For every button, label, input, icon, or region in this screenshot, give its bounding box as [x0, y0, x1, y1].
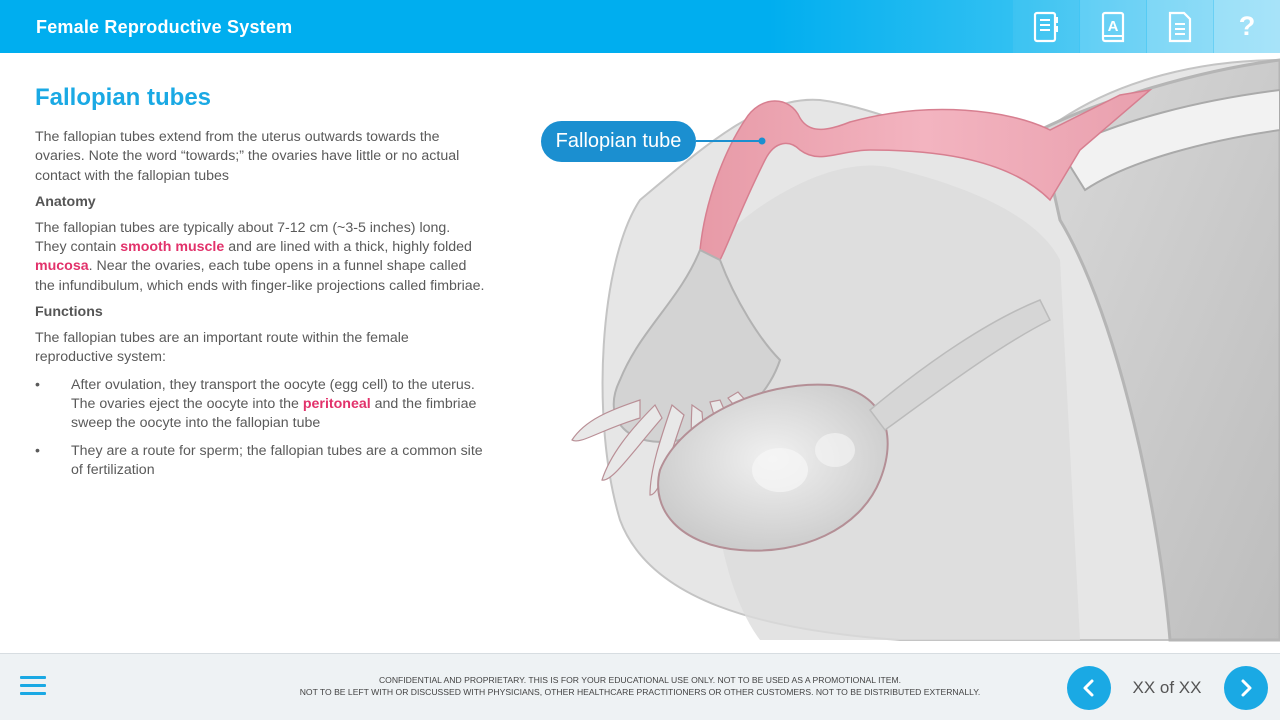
- page-indicator: XX of XX: [1132, 678, 1202, 697]
- mucosa-link[interactable]: mucosa: [35, 258, 89, 275]
- app-title: Female Reproductive System: [36, 17, 293, 37]
- disclaimer: [292, 674, 988, 698]
- glossary-button[interactable]: [1080, 0, 1146, 53]
- help-icon: ?: [1238, 11, 1256, 41]
- bullet-icon: •: [35, 442, 40, 459]
- glossary-icon: [1100, 11, 1126, 43]
- anatomy-heading: Anatomy: [35, 193, 96, 210]
- next-page-button[interactable]: [1224, 666, 1268, 710]
- bullet-icon: •: [35, 376, 40, 393]
- previous-page-button[interactable]: [1067, 666, 1111, 710]
- bottom-bar: [0, 653, 1280, 720]
- peritoneal-link[interactable]: peritoneal: [302, 395, 371, 412]
- fallopian-tube-label[interactable]: Fallopian tube: [541, 121, 696, 162]
- glossary-letter: A: [1107, 17, 1119, 35]
- intro-paragraph: The fallopian tubes extend from the uterus outwards towards the ovaries. Note the word “towards;” the ovaries have little or no actual contact with the fallopian tubes: [35, 129, 460, 184]
- disclaimer-line1: CONFIDENTIAL AND PROPRIETARY. THIS IS FOR YOUR EDUCATIONAL USE ONLY. NOT TO BE USED AS A PROMOTIONAL ITEM.: [378, 675, 902, 685]
- content-panel: [35, 84, 485, 488]
- menu-icon[interactable]: [20, 676, 46, 698]
- smooth-muscle-link[interactable]: smooth muscle: [120, 239, 225, 256]
- functions-intro: The fallopian tubes are an important route within the female reproductive system:: [35, 330, 409, 366]
- notebook-button[interactable]: [1013, 0, 1079, 53]
- list-item: • After ovulation, they transport the oocyte (egg cell) to the uterus. The ovaries eject the oocyte into the peritoneal and the fimbriae sweep the oocyte into the fallopian tube: [35, 376, 477, 432]
- document-button[interactable]: [1147, 0, 1213, 53]
- functions-heading: Functions: [35, 304, 103, 321]
- list-item: • They are a route for sperm; the fallopian tubes are a common site of fertilization: [35, 442, 483, 478]
- chevron-left-icon: [1081, 678, 1097, 698]
- chevron-right-icon: [1238, 678, 1254, 698]
- help-button[interactable]: [1214, 0, 1280, 53]
- top-bar: [0, 0, 1280, 53]
- notebook-icon: [1032, 11, 1060, 43]
- functions-list: [35, 376, 485, 480]
- page-title: Fallopian tubes: [35, 84, 212, 111]
- document-icon: [1167, 11, 1193, 43]
- disclaimer-line2: NOT TO BE LEFT WITH OR DISCUSSED WITH PHYSICIANS, OTHER HEALTHCARE PRACTITIONERS OR OTHER CUSTOMERS. NOT TO BE DISTRIBUTED EXTERNALLY.: [299, 687, 981, 697]
- anatomy-paragraph: The fallopian tubes are typically about 7-12 cm (~3-5 inches) long. They contain smooth muscle and are lined with a thick, highly folded mucosa. Near the ovaries, each tube opens in a funnel shape called the infundibulum, which ends with finger-like projections called fimbriae.: [35, 219, 485, 294]
